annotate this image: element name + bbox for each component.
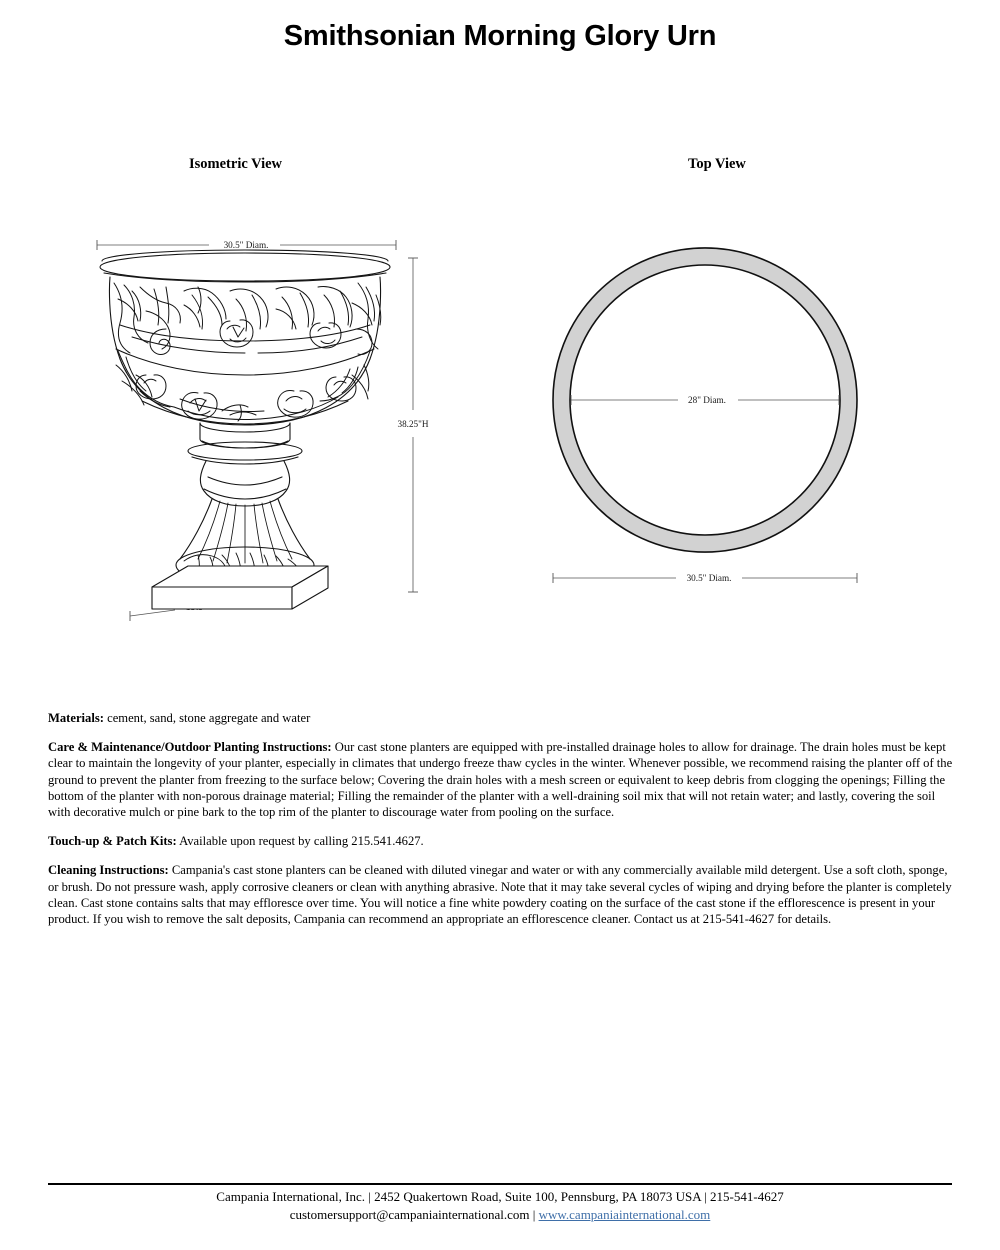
urn-isometric-svg: [80, 225, 440, 635]
touchup-text: Available upon request by calling 215.541.4627.: [176, 834, 424, 849]
footer-divider: [48, 1183, 952, 1185]
isometric-view-heading: Isometric View: [189, 156, 283, 172]
top-view-drawing: [530, 225, 930, 605]
urn-base-plinth: [152, 566, 328, 609]
column-flutes: [198, 501, 292, 563]
dimension-top-diameter: [97, 240, 396, 250]
urn-lower-garland: [116, 351, 370, 421]
urn-illustration: [100, 250, 390, 609]
footer-website-link[interactable]: www.campaniainternational.com: [538, 1207, 711, 1222]
top-view-heading: Top View: [688, 156, 746, 172]
touchup-paragraph: [48, 833, 954, 849]
cleaning-label: Cleaning Instructions:: [48, 863, 169, 878]
dimension-inner-diameter: [571, 395, 839, 405]
materials-text: cement, sand, stone aggregate and water: [103, 711, 311, 725]
cleaning-paragraph: [48, 862, 954, 927]
care-text: Our cast stone planters are equipped with pre-installed drainage holes to allow for drainage. The drain holes must be kept clear to maintain the longevity of your planter, especially in climates that undergo freeze thaw cycles in the winter. Whenever possible, we recommend raising the planter off of the ground to prevent the planter from freezing to the surface below; Covering the drain holes with a mesh screen or equivalent to keep debris from clogging the openings; Filling the bottom of the planter with non-porous drainage material; Filling the remainder of the planter with a well-draining soil mix that will not retain water; and lastly, covering the soil with decorative mulch or pine bark to the top rim of the planter to discourage water from pooling on the surface.: [48, 740, 953, 820]
materials-paragraph: [48, 710, 954, 726]
dimension-top-diameter-label: 30.5" Diam.: [223, 240, 269, 250]
specifications-text: [48, 710, 954, 927]
isometric-view-drawing: [80, 225, 440, 635]
footer: [0, 1188, 1000, 1224]
dimension-height: [397, 258, 428, 592]
footer-contact-line: [0, 1206, 1000, 1224]
footer-company-line: Campania International, Inc. | 2452 Quakertown Road, Suite 100, Pennsburg, PA 18073 USA | 215-541-4627: [216, 1189, 784, 1204]
dimension-outer-diameter: [553, 573, 857, 583]
dimension-height-label: 38.25"H: [397, 419, 429, 429]
materials-label: Materials:: [48, 711, 104, 725]
touchup-label: Touch-up & Patch Kits:: [48, 834, 177, 849]
footer-separator: |: [529, 1207, 539, 1222]
care-paragraph: [48, 739, 954, 820]
footer-email[interactable]: customersupport@campaniainternational.com: [289, 1207, 530, 1222]
page-title: Smithsonian Morning Glory Urn: [283, 20, 717, 52]
care-label: Care & Maintenance/Outdoor Planting Instructions:: [48, 740, 332, 755]
urn-relief-ornament: [114, 283, 381, 354]
urn-top-view-svg: [530, 225, 930, 605]
dimension-outer-diameter-label: 30.5" Diam.: [686, 573, 732, 583]
cleaning-text: Campania's cast stone planters can be cleaned with diluted vinegar and water or with any commercially available mild detergent. Use a soft cloth, sponge, or brush. Do not pressure wash, apply corrosive cleaners or clean with anything abrasive. Note that it may take several cycles of wiping and drying before the planter is completely clean. Cast stone contains salts that may effloresce over time. You will notice a fine white powdery coating on the surface of the cast stone if the efflorescence is present in your product. If you wish to remove the salt deposits, Campania can recommend an appropriate an efflorescence cleaner. Contact us at 215-541-4627 for details.: [48, 863, 952, 927]
dimension-inner-diameter-label: 28" Diam.: [688, 395, 726, 405]
